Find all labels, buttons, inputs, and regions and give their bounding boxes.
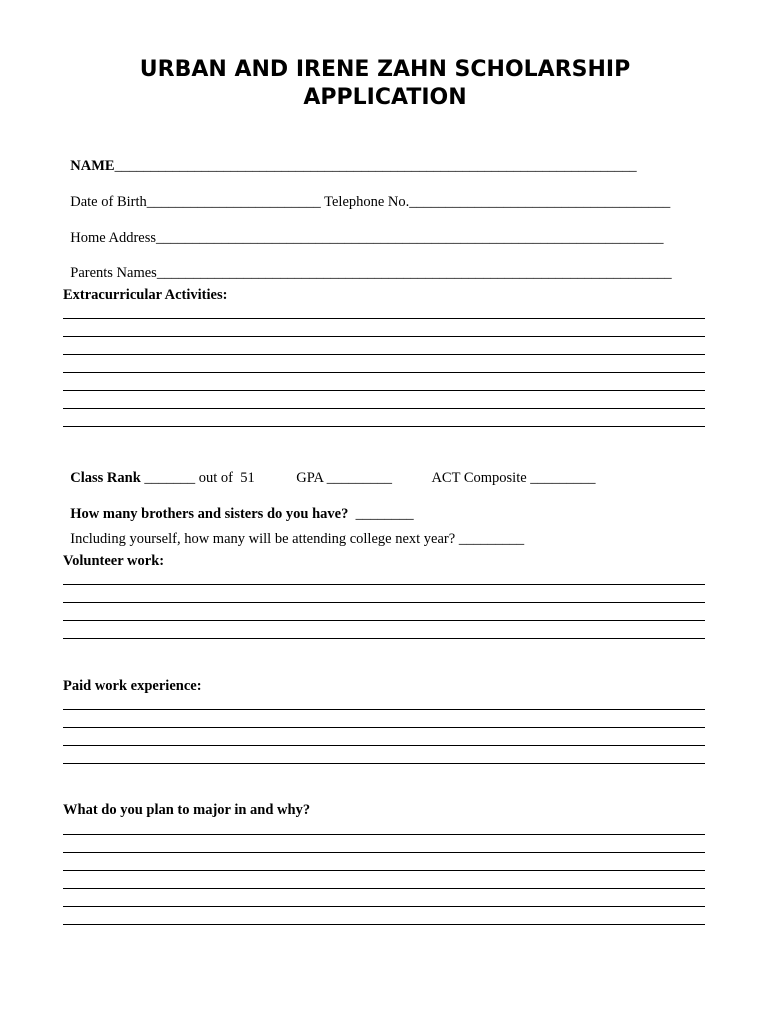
volunteer-answer-line[interactable]	[63, 602, 705, 603]
dob-blank[interactable]: ________________________	[146, 194, 321, 210]
home-address-label: Home Address	[70, 230, 157, 246]
act-label: ACT Composite	[431, 470, 527, 486]
name-blank[interactable]: ________________________________________________________________________	[114, 158, 637, 174]
out-of-label: out of 51	[198, 470, 255, 486]
paid-work-answer-line[interactable]	[63, 709, 705, 710]
form-title-line-1: URBAN AND IRENE ZAHN SCHOLARSHIP	[139, 57, 631, 82]
telephone-blank[interactable]: ____________________________________	[409, 194, 671, 210]
paid-work-answer-line[interactable]	[63, 727, 705, 728]
extracurricular-answer-line[interactable]	[63, 408, 705, 409]
major-answer-line[interactable]	[63, 924, 705, 925]
siblings-question: How many brothers and sisters do you have?	[70, 506, 349, 522]
class-rank-row	[63, 453, 255, 487]
volunteer-answer-line[interactable]	[63, 638, 705, 639]
college-row	[63, 514, 524, 548]
parents-names-row	[63, 248, 672, 282]
extracurricular-label: Extracurricular Activities:	[63, 287, 228, 303]
paid-work-label: Paid work experience:	[63, 678, 202, 694]
major-label: What do you plan to major in and why?	[63, 802, 311, 818]
major-answer-line[interactable]	[63, 870, 705, 871]
major-answer-line[interactable]	[63, 852, 705, 853]
home-address-row	[63, 213, 664, 247]
extracurricular-answer-line[interactable]	[63, 426, 705, 427]
extracurricular-answer-line[interactable]	[63, 372, 705, 373]
dob-label: Date of Birth	[70, 194, 147, 210]
extracurricular-answer-line[interactable]	[63, 336, 705, 337]
dob-telephone-row	[63, 177, 670, 211]
class-rank-label: Class Rank	[70, 470, 141, 486]
major-answer-line[interactable]	[63, 906, 705, 907]
siblings-blank[interactable]: ________	[348, 506, 414, 522]
gpa-blank[interactable]: _________	[323, 470, 393, 486]
act-group	[425, 453, 596, 487]
college-question: Including yourself, how many will be attending college next year?	[70, 531, 456, 547]
major-answer-line[interactable]	[63, 888, 705, 889]
act-blank[interactable]: _________	[526, 470, 596, 486]
gpa-group	[289, 453, 392, 487]
extracurricular-answer-line[interactable]	[63, 318, 705, 319]
volunteer-answer-line[interactable]	[63, 584, 705, 585]
gpa-label: GPA	[296, 470, 324, 486]
extracurricular-answer-line[interactable]	[63, 390, 705, 391]
paid-work-answer-line[interactable]	[63, 745, 705, 746]
extracurricular-answer-line[interactable]	[63, 354, 705, 355]
name-label: NAME	[70, 158, 115, 174]
telephone-label: Telephone No.	[320, 194, 410, 210]
home-address-blank[interactable]: ______________________________________________________________________	[156, 230, 664, 246]
major-answer-line[interactable]	[63, 834, 705, 835]
class-rank-blank[interactable]: _______	[140, 470, 199, 486]
volunteer-label: Volunteer work:	[63, 553, 165, 569]
college-blank[interactable]: _________	[455, 531, 525, 547]
parents-names-blank[interactable]: _______________________________________________________________________	[156, 265, 672, 281]
name-field-row[interactable]	[63, 141, 637, 175]
paid-work-answer-line[interactable]	[63, 763, 705, 764]
volunteer-answer-line[interactable]	[63, 620, 705, 621]
parents-names-label: Parents Names	[70, 265, 157, 281]
form-title-line-2: APPLICATION	[303, 85, 467, 110]
